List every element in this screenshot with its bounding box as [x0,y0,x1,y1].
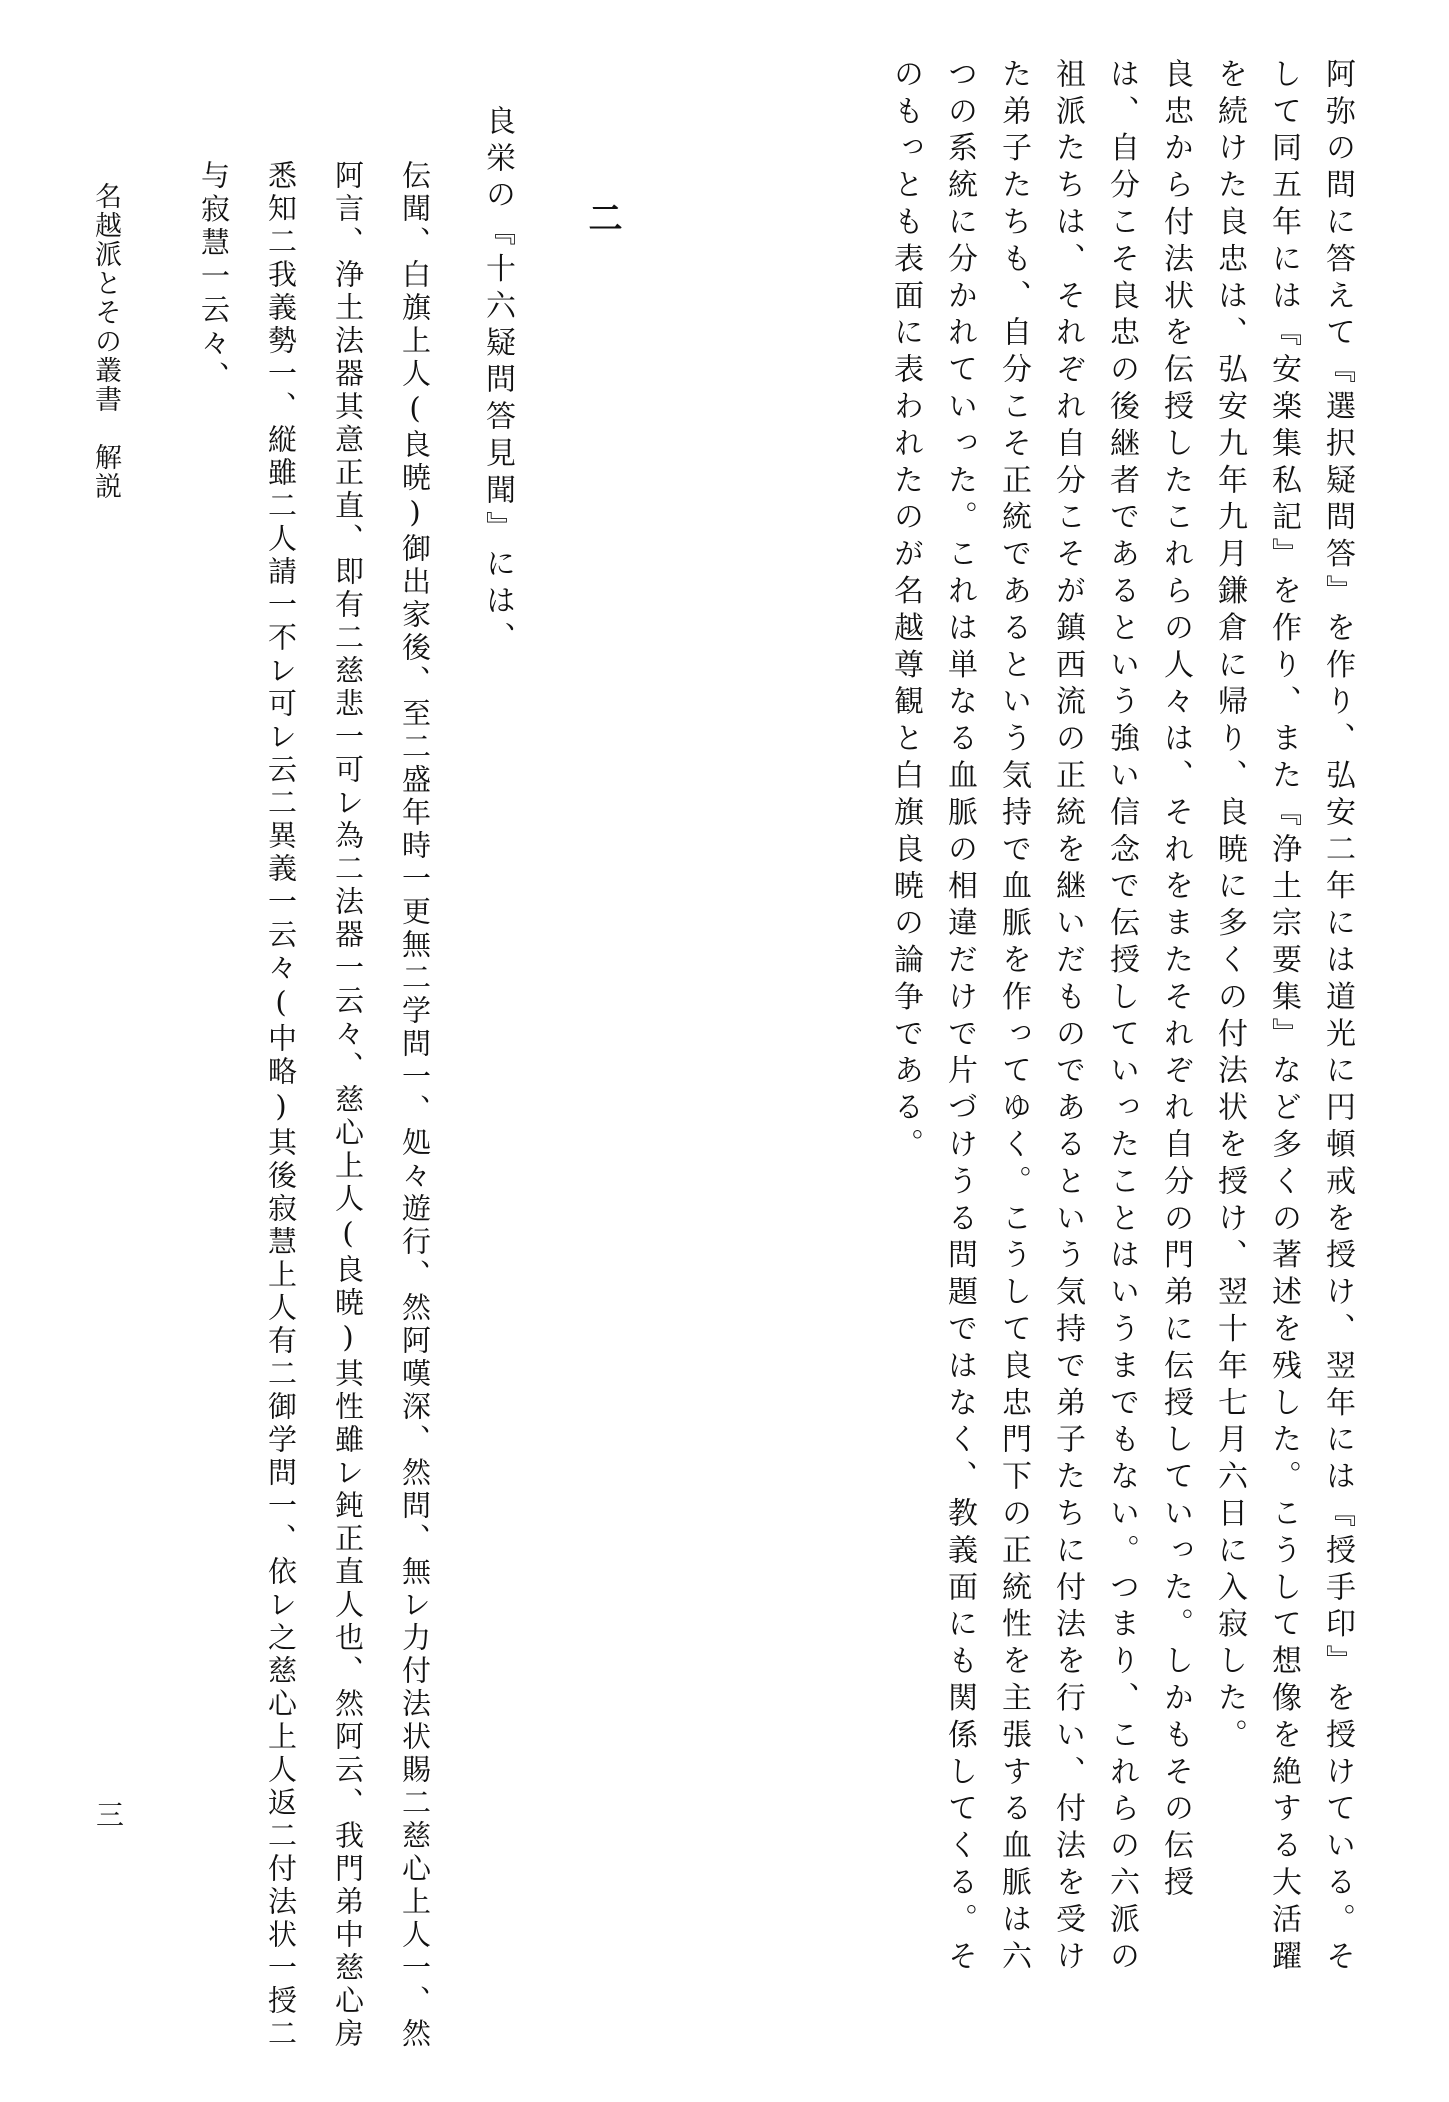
body-line: 阿弥の問に答えて『選択疑問答』を作り、弘安二年には道光に円頓戒を授け、翌年には『授手印』を授けている。そ [1320,58,1355,1977]
quote-line: 伝聞、白旗上人(良暁)御出家後、至二盛年時一更無二学問一、処々遊行、然阿嘆深、然問、無レ力付法状賜二慈心上人一、然 [398,160,432,2051]
quote-intro: 良栄の『十六疑問答見聞』には、 [480,105,515,659]
page-number: 三 [92,1800,125,1828]
body-line: 祖派たちは、それぞれ自分こそが鎮西流の正統を継いだものであるという気持で弟子たちに付法を行い、付法を受け [1050,58,1085,1977]
quote-line: 与寂慧一云々、 [197,160,231,395]
body-line: して同五年には『安楽集私記』を作り、また『浄土宗要集』など多くの著述を残した。こうして想像を絶する大活躍 [1266,58,1301,1977]
running-title: 名越派とその叢書 解説 [90,182,121,501]
section-heading: 二 [582,200,622,234]
body-line: のもっとも表面に表われたのが名越尊観と白旗良暁の論争である。 [888,58,923,1165]
body-line: 良忠から付法状を伝授したこれらの人々は、それをまたそれぞれ自分の門弟に伝授していった。しかもその伝授 [1158,58,1193,1903]
body-line: は、自分こそ良忠の後継者であるという強い信念で伝授していったことはいうまでもない。つまり、これらの六派の [1104,58,1139,1977]
body-line: つの系統に分かれていった。これは単なる血脈の相違だけで片づけうる問題ではなく、教義面にも関係してくる。そ [942,58,977,1977]
body-line: た弟子たちも、自分こそ正統であるという気持で血脈を作ってゆく。こうして良忠門下の正統性を主張する血脈は六 [996,58,1031,1977]
quote-line: 悉知二我義勢一、縦雖二人請一不レ可レ云二異義一云々(中略)其後寂慧上人有二御学問一、依レ之慈心上人返二付法状一授二 [264,160,298,2051]
quote-line: 阿言、浄土法器其意正直、即有二慈悲一可レ為二法器一云々、慈心上人(良暁)其性雖レ鈍正直人也、然阿云、我門弟中慈心房 [331,160,365,2051]
body-line: を続けた良忠は、弘安九年九月鎌倉に帰り、良暁に多くの付法状を授け、翌十年七月六日に入寂した。 [1212,58,1247,1756]
